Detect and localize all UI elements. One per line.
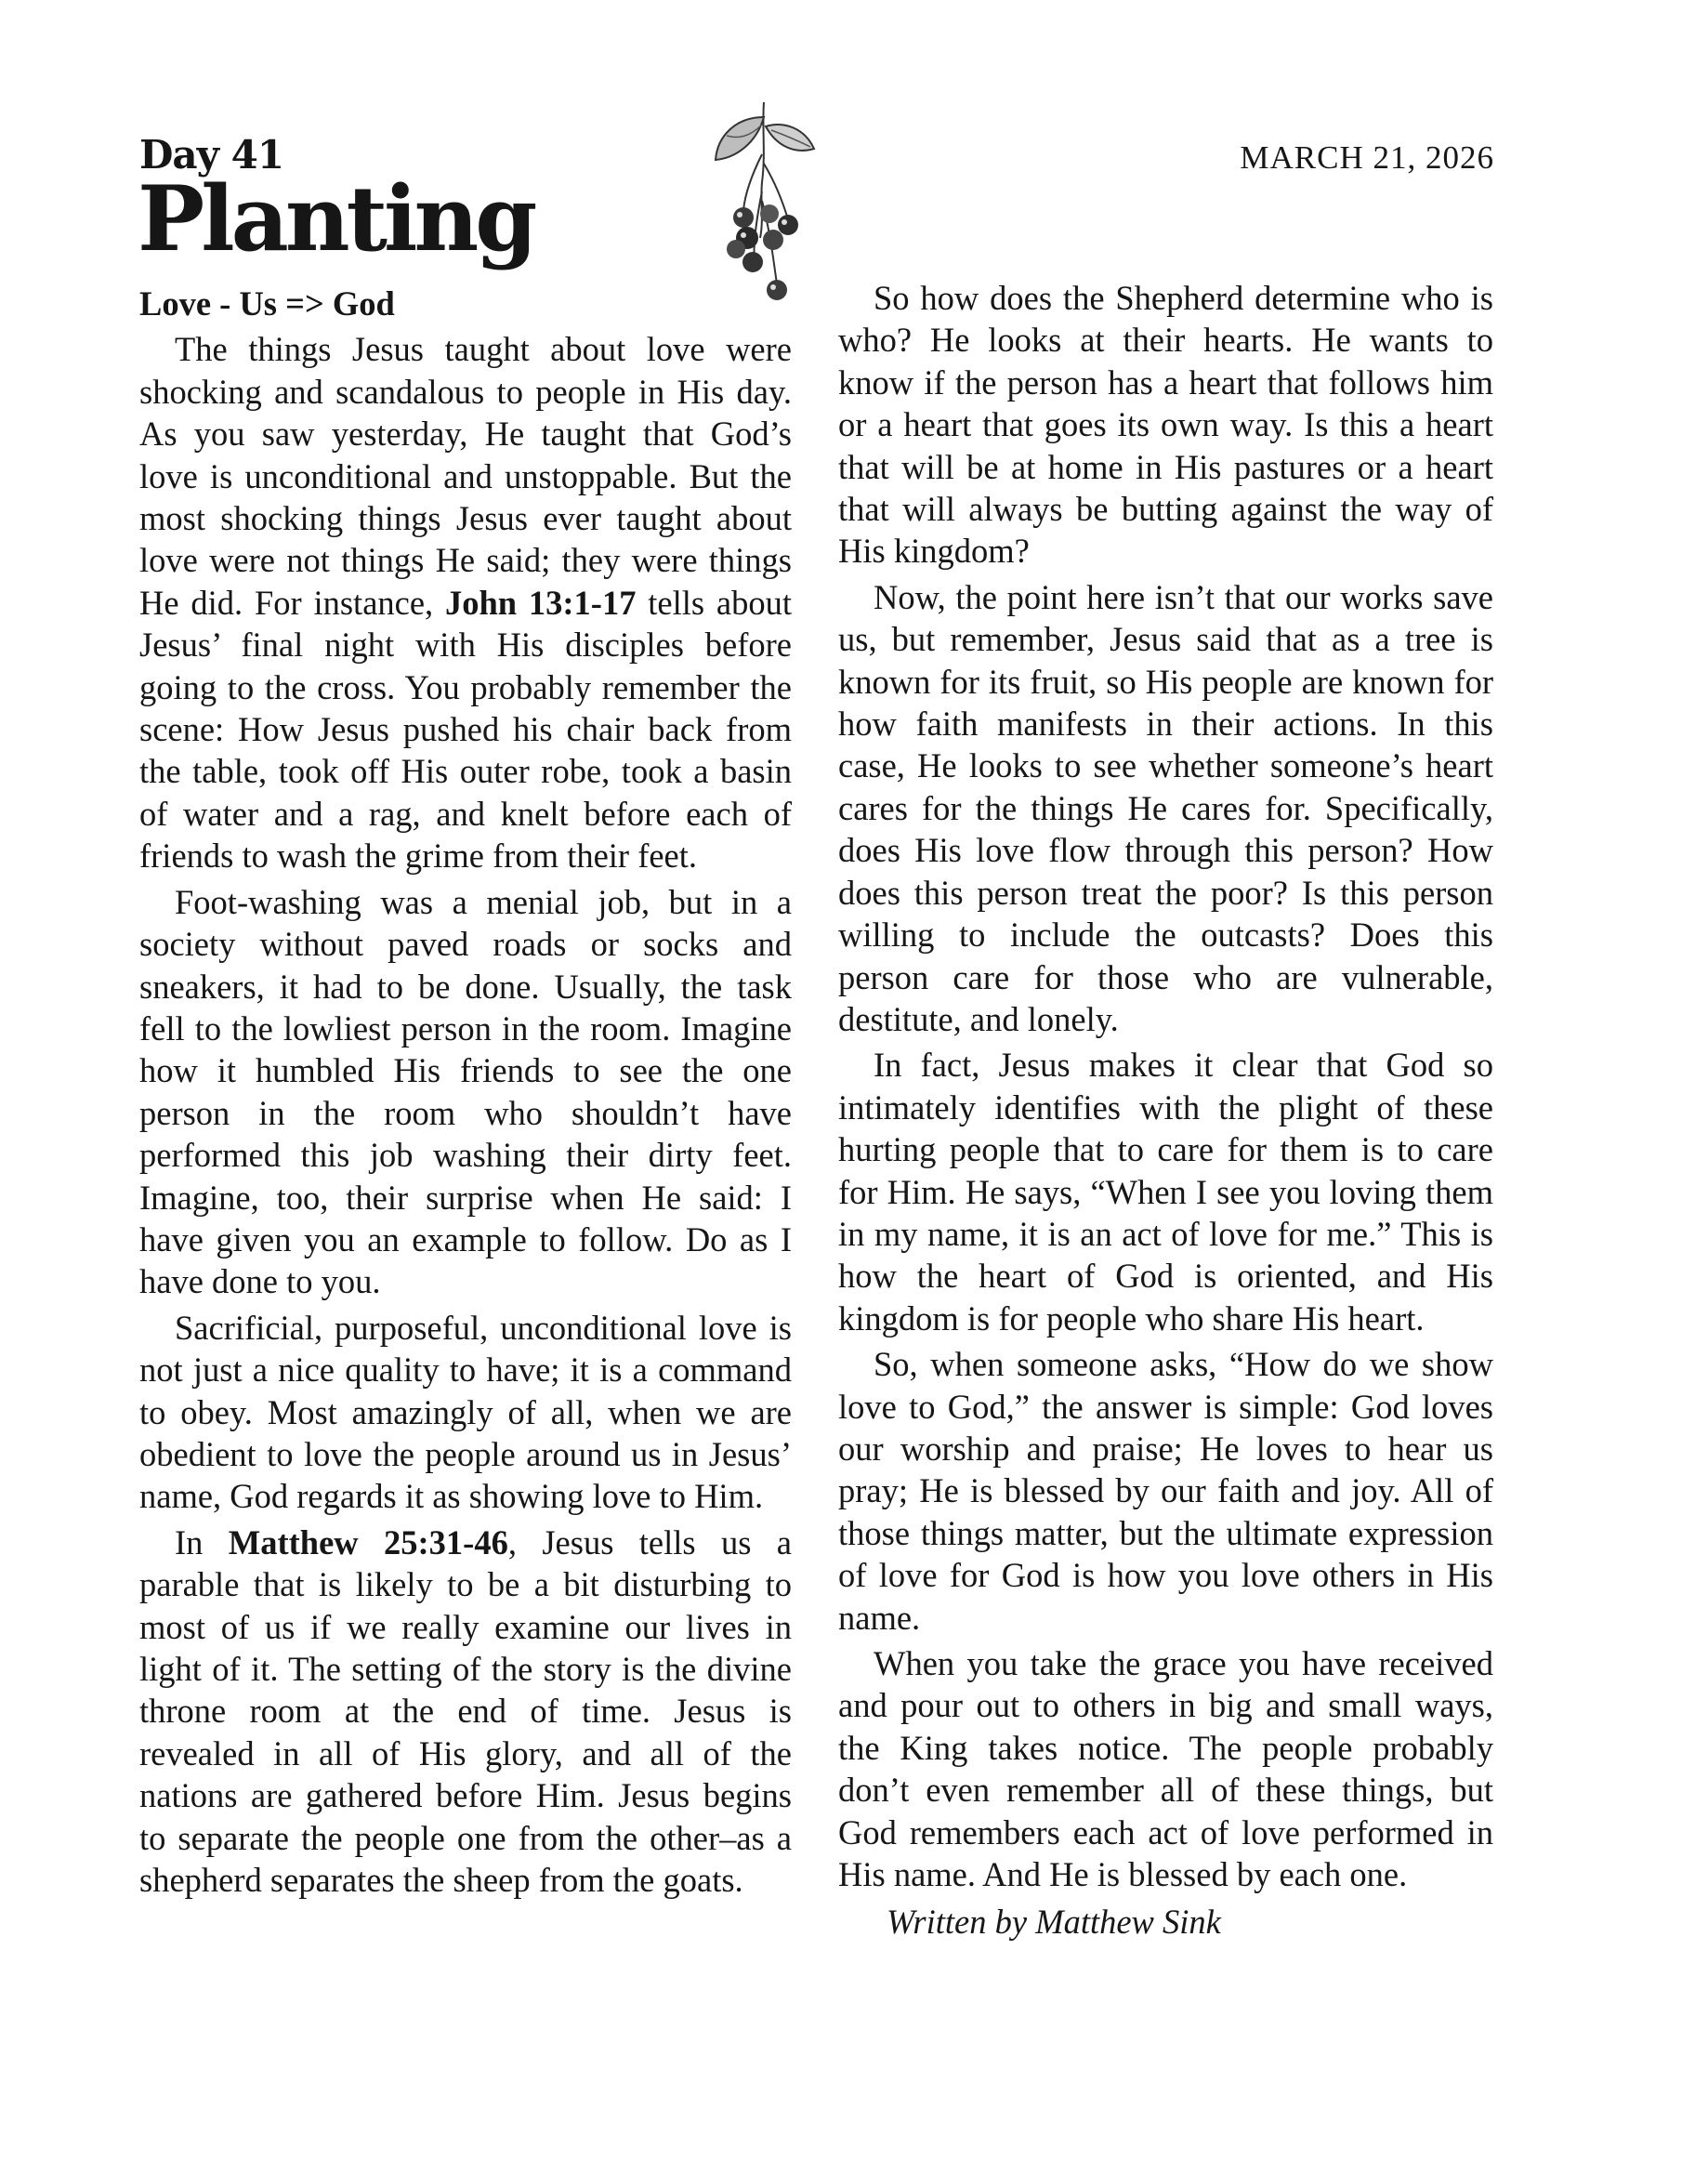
scripture-ref-john: John 13:1-17 bbox=[444, 583, 637, 622]
date-label: MARCH 21, 2026 bbox=[1240, 139, 1494, 176]
page-title: Planting bbox=[138, 166, 534, 271]
scripture-ref-matthew: Matthew 25:31-46 bbox=[228, 1522, 508, 1561]
paragraph-4-text-a: In bbox=[175, 1522, 229, 1561]
right-column bbox=[838, 277, 1493, 1947]
section-subtitle: Love - Us => God bbox=[139, 284, 395, 323]
paragraph-6: Now, the point here isn’t that our works save us, but remember, Jesus said that as a tree is known for its fruit, so His people are known for how faith manifests in their actions. In this case, He looks to see whether someone’s heart cares for the things He cares for. Specifically, does His love flow through this person? How does this person treat the poor? Is this person willing to include the outcasts? Does this person care for those who are vulnerable, destitute, and lonely. bbox=[838, 577, 1493, 1038]
paragraph-7: In fact, Jesus makes it clear that God so intimately identifies with the plight of these hurting people that to care for them is to care for Him. He says, “When I see you loving them in my name, it is an act of love for me.” This is how the heart of God is oriented, and His kingdom is for people who share His heart. bbox=[838, 1046, 1493, 1337]
left-column bbox=[139, 283, 792, 1904]
paragraph-4-text-b: , Jesus tells us a parable that is likely to be a bit disturbing to most of us if we really examine our lives in light of it. The setting of the story is the divine throne room at the end of time. Jesus is revealed in all of His glory, and all of the nations are gathered before Him. Jesus begins to separate the people one from the other–as a shepherd separates the sheep from the goats. bbox=[139, 1522, 793, 1900]
author-byline: Written by Matthew Sink bbox=[887, 1903, 1221, 1942]
paragraph-3: Sacrificial, purposeful, unconditional love is not just a nice quality to have; it is a command to obey. Most amazingly of all, when we are obedient to love the people around us in Jesus’ name, God regards it as showing love to Him. bbox=[139, 1308, 792, 1516]
paragraph-1 bbox=[139, 328, 792, 876]
paragraph-5: So how does the Shepherd determine who is who? He looks at their hearts. He wants to know if the person has a heart that follows him or a heart that goes its own way. Is this a heart that will be at home in His pastures or a heart that will always be butting against the way of His kingdom? bbox=[838, 279, 1493, 571]
day-label: Day 41 bbox=[139, 132, 284, 178]
paragraph-1-text-b: tells about Jesus’ final night with His disciples before going to the cross. You probably remember the scene: How Jesus pushed his chair back from the table, took off His outer robe, took a basin of water and a rag, and knelt before each of friends to wash the grime from their feet. bbox=[139, 583, 792, 876]
paragraph-2: Foot-washing was a menial job, but in a society without paved roads or socks and sneakers, it had to be done. Usually, the task fell to the lowliest person in the room. Imagine how it humbled His friends to see the one person in the room who shouldn’t have performed this job washing their dirty feet. Imagine, too, their surprise when He said: I have given you an example to follow. Do as I have done to you. bbox=[139, 882, 792, 1301]
paragraph-1-text-a: The things Jesus taught about love were shocking and scandalous to people in His day. As you saw yesterday, He taught that God’s love is unconditional and unstoppable. But the most shocking things Jesus ever taught about love were not things He said; they were things He did. For instance, bbox=[139, 330, 792, 622]
paragraph-8: So, when someone asks, “How do we show love to God,” the answer is simple: God loves our worship and praise; He loves to hear us pray; He is blessed by our faith and joy. All of those things matter, but the ultimate expression of love for God is how you love others in His name. bbox=[838, 1345, 1493, 1637]
cherry-branch-icon bbox=[708, 99, 820, 303]
paragraph-9: When you take the grace you have received and pour out to others in big and small ways, the King takes notice. The people probably don’t even remember all of these things, but God remembers each act of love performed in His name. And He is blessed by each one. bbox=[838, 1644, 1493, 1894]
paragraph-4 bbox=[139, 1522, 792, 1902]
